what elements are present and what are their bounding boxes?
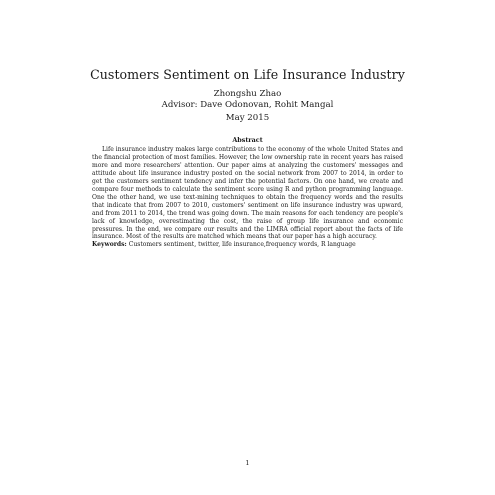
abstract-section [92,146,403,249]
author-name: Zhongshu Zhao [213,89,282,99]
advisor-line: Advisor: Dave Odonovan, Rohit Mangal [161,99,334,110]
keywords-text: Customers sentiment, twitter, life insurance,frequency words, R language [128,241,356,249]
page-number: 1 [245,459,250,467]
paper-title: Customers Sentiment on Life Insurance Industry [90,67,405,82]
abstract-heading: Abstract [232,136,263,144]
abstract-text: Life insurance industry makes large contributions to the economy of the whole United States and the financial protection of most families. However, the low ownership rate in recent years has raised more and more researchers' attention. Our paper aims at analyzing the customers' messages and attitude about life insurance industry posted on the social network from 2007 to 2014, in order to get the customers sentiment tendency and infer the potential factors. On one hand, we create and compare four methods to calculate the sentiment score using R and python programming language. One the other hand, we use text-mining techniques to obtain the frequency words and the results that indicate that from 2007 to 2010, customers' sentiment on life insurance industry was upward, and from 2011 to 2014, the trend was going down. The main reasons for each tendency are people's lack of knowledge, overestimating the cost, the raise of group life insurance and economic pressures. In the end, we compare our results and the LIMRA official report about the facts of life insurance. Most of the results are matched which means that our paper has a high accuracy. [92,146,403,241]
paper-date: May 2015 [225,113,270,123]
author-block [0,89,495,110]
keywords-line [92,241,403,249]
keywords-label: Keywords: [92,241,127,249]
